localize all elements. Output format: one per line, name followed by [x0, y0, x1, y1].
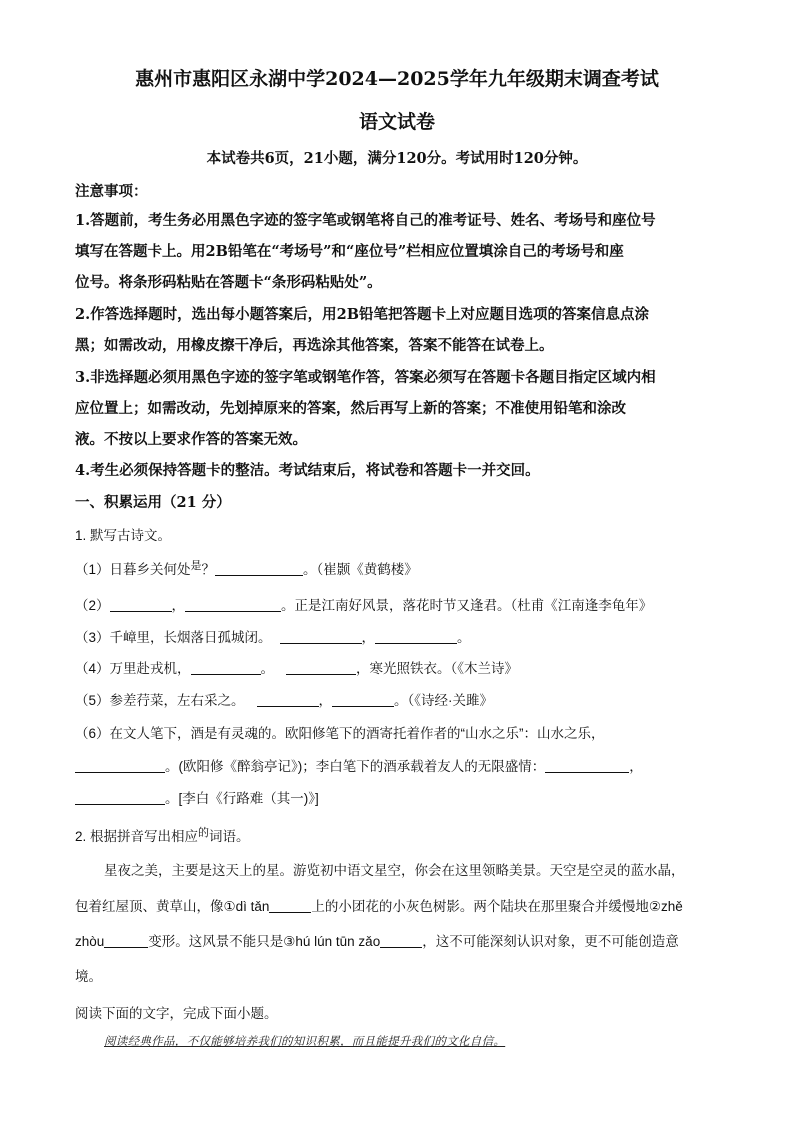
answer-blank[interactable] [191, 660, 261, 675]
question-1-item-6-line-2 [75, 755, 643, 775]
answer-blank[interactable] [257, 692, 319, 707]
notice-line: 应位置上；如需改动，先划掉原来的答案，然后再写上新的答案；不准使用铅笔和涂改 [75, 400, 626, 417]
item-text: 是 [190, 560, 202, 572]
handwritten-passage: 阅读经典作品，不仅能够培养我们的知识积累，而且能提升我们的文化自信。 [104, 1034, 506, 1048]
item-text: 。(欧阳修《醉翁亭记》)；李白笔下的酒承载着友人的无限盛情： [165, 759, 546, 774]
question-2-stem [75, 825, 250, 845]
item-text: 上的小团花的小灰色树影。两个陆块在那里聚合并缓慢地②zhě [311, 899, 683, 914]
item-text: 。（《诗经·关雎》 [394, 693, 494, 708]
notice-line: 液。不按以上要求作答的答案无效。 [75, 431, 307, 448]
item-text: ， [629, 759, 643, 774]
item-text: 。 [457, 630, 471, 645]
item-text: 变形。这风景不能只是③hú lún tūn zǎo [148, 934, 381, 949]
passage-line [75, 895, 683, 915]
question-1-item-4 [75, 657, 518, 677]
item-text: （3）千嶂里，长烟落日孤城闭。 [75, 630, 272, 645]
question-1-stem: 1. 默写古诗文。 [75, 528, 172, 543]
item-text: （5）参差荇菜，左右采之。 [75, 693, 245, 708]
question-1-item-5 [75, 689, 493, 709]
item-text: 。（崔颢《黄鹤楼》 [303, 562, 418, 577]
item-text: 。[李白《行路难（其一)》] [165, 791, 319, 806]
item-text: ， [318, 693, 333, 708]
notice-line: 位号。将条形码粘贴在答题卡“条形码粘贴处”。 [75, 274, 382, 291]
item-text: ？ [201, 562, 216, 577]
reading-intro: 阅读下面的文字，完成下面小题。 [75, 1006, 278, 1021]
question-1-item-2 [75, 594, 652, 614]
answer-blank[interactable] [215, 561, 303, 576]
notice-line: 1.答题前，考生务必用黑色字迹的签字笔或钢笔将自己的准考证号、姓名、考场号和座位号 [75, 212, 656, 229]
exam-info: 本试卷共6页，21小题，满分120分。考试用时120分钟。 [206, 150, 588, 167]
item-text: （2） [75, 598, 110, 613]
item-text: 的 [198, 827, 210, 839]
exam-title: 惠州市惠阳区永湖中学2024—2025学年九年级期末调查考试 [135, 68, 659, 90]
notice-line: 3.非选择题必须用黑色字迹的签字笔或钢笔作答，答案必须写在答题卡各题目指定区域内相 [75, 369, 656, 386]
item-text: 包着红屋顶、黄草山，像①dì tǎn [75, 899, 270, 914]
item-text: ，这不可能深刻认识对象，更不可能创造意 [422, 934, 679, 949]
notice-line: 4.考生必须保持答题卡的整洁。考试结束后，将试卷和答题卡一并交回。 [75, 462, 540, 479]
item-text: ，寒光照铁衣。（《木兰诗》 [356, 661, 519, 676]
item-text: zhòu [75, 934, 105, 949]
item-text: ， [361, 630, 376, 645]
answer-blank[interactable] [280, 629, 362, 644]
question-1-item-3 [75, 626, 471, 646]
item-text: 词语。 [209, 829, 250, 844]
question-1-item-6: （6）在文人笔下，酒是有灵魂的。欧阳修笔下的酒寄托着作者的“山水之乐”：山水之乐， [75, 726, 605, 741]
item-text: 。正是江南好风景，落花时节又逢君。（杜甫《江南逢李龟年》 [281, 598, 653, 613]
answer-blank[interactable] [545, 758, 629, 773]
answer-blank[interactable] [332, 692, 394, 707]
item-text: （1）日暮乡关何处 [75, 562, 191, 577]
question-1-item-6-line-3 [75, 787, 319, 807]
answer-blank[interactable] [75, 758, 165, 773]
answer-blank[interactable] [286, 660, 356, 675]
section-heading: 一、积累运用（21 分） [75, 494, 231, 511]
answer-blank-2[interactable] [104, 933, 148, 948]
answer-blank-1[interactable] [269, 898, 311, 913]
answer-blank[interactable] [110, 597, 172, 612]
answer-blank[interactable] [185, 597, 281, 612]
passage-line: 境。 [75, 969, 102, 984]
notice-line: 2.作答选择题时，选出每小题答案后，用2B铅笔把答题卡上对应题目选项的答案信息点涂 [75, 306, 649, 323]
answer-blank[interactable] [375, 629, 457, 644]
passage-line: 星夜之美，主要是这天上的星。游览初中语文星空，你会在这里领略美景。天空是空灵的蓝水晶， [104, 863, 685, 878]
answer-blank-3[interactable] [380, 933, 422, 948]
notice-line: 黑；如需改动，用橡皮擦干净后，再选涂其他答案，答案不能答在试卷上。 [75, 337, 554, 354]
item-text: 2. 根据拼音写出相应 [75, 829, 199, 844]
item-text: ， [171, 598, 186, 613]
notice-line: 填写在答题卡上。用2B铅笔在“考场号”和“座位号”栏相应位置填涂自己的考场号和座 [75, 243, 624, 260]
notice-heading: 注意事项： [75, 183, 148, 200]
question-1-item-1 [75, 558, 418, 578]
exam-subtitle: 语文试卷 [358, 111, 435, 133]
answer-blank[interactable] [75, 790, 165, 805]
item-text: 。 [260, 661, 275, 676]
passage-line [75, 930, 679, 950]
item-text: （4）万里赴戎机， [75, 661, 191, 676]
